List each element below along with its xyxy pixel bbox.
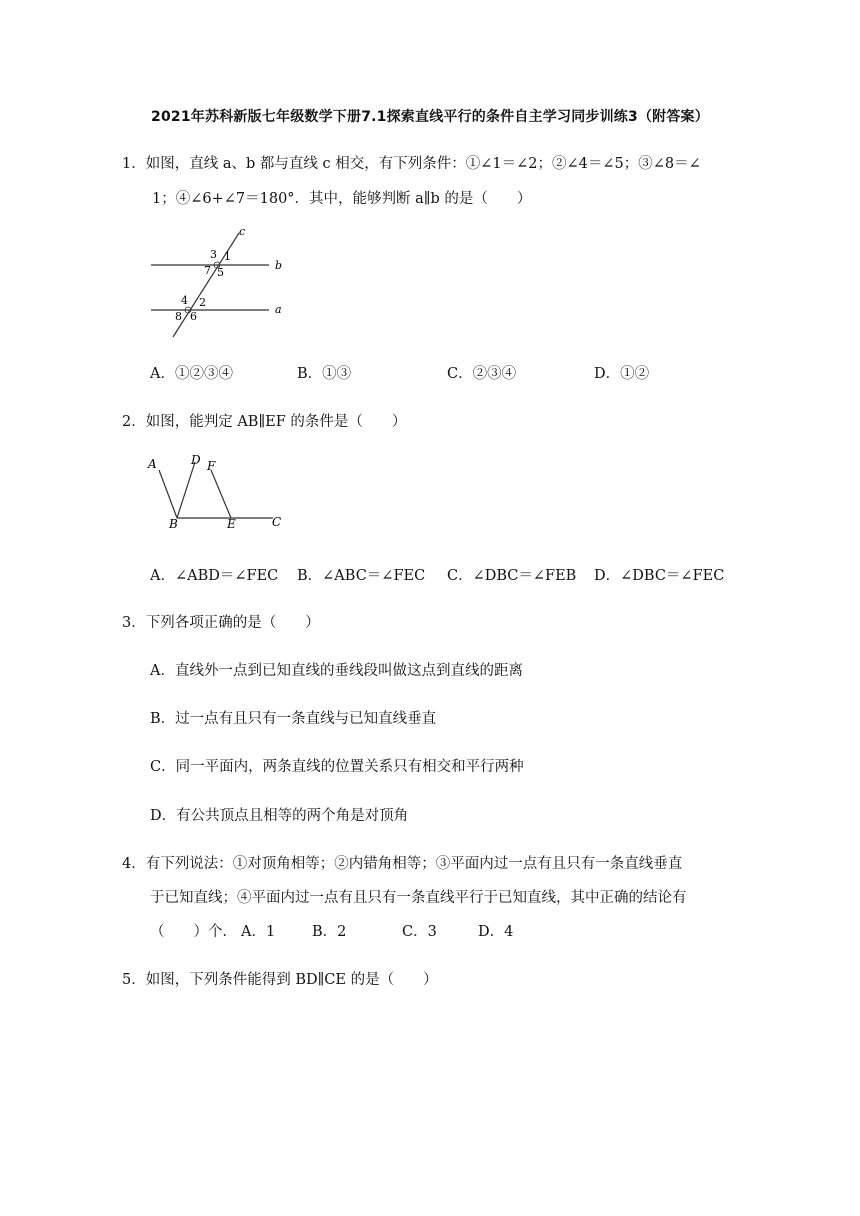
- q2-option-a[interactable]: A．∠ABD＝∠FEC: [150, 568, 279, 584]
- q2-option-c[interactable]: C．∠DBC＝∠FEB: [447, 568, 577, 584]
- q3-stem: 3．下列各项正确的是（ ）: [122, 615, 320, 631]
- label-A: A: [148, 457, 157, 471]
- q2-stem: 2．如图，能判定 AB∥EF 的条件是（ ）: [122, 414, 407, 430]
- q2-option-d[interactable]: D．∠DBC＝∠FEC: [594, 568, 725, 584]
- label-B: B: [169, 517, 178, 531]
- label-5: 5: [217, 266, 224, 279]
- label-c: c: [239, 225, 246, 238]
- line-c: [173, 233, 239, 337]
- q3-option-a[interactable]: A．直线外一点到已知直线的垂线段叫做这点到直线的距离: [150, 663, 523, 679]
- label-b: b: [275, 259, 283, 272]
- q1-option-a[interactable]: A．①②③④: [150, 366, 233, 382]
- q1-figure: [145, 225, 295, 343]
- q2-option-b[interactable]: B．∠ABC＝∠FEC: [297, 568, 426, 584]
- segment-ef: [211, 470, 231, 518]
- q3-option-d[interactable]: D．有公共顶点且相等的两个角是对顶角: [150, 808, 409, 824]
- q1-stem-line2: 1；④∠6+∠7＝180°．其中，能够判断 a∥b 的是（ ）: [152, 191, 532, 207]
- q3-option-c[interactable]: C．同一平面内，两条直线的位置关系只有相交和平行两种: [150, 759, 524, 775]
- q1-stem-line1: 1．如图，直线 a、b 都与直线 c 相交，有下列条件：①∠1＝∠2；②∠4＝∠5；③∠8＝∠: [122, 156, 701, 172]
- q2-figure: [145, 452, 290, 532]
- q5-stem: 5．如图，下列条件能得到 BD∥CE 的是（ ）: [122, 972, 438, 988]
- q4-stem-line3: （ ）个．: [150, 924, 237, 940]
- document-title: 2021年苏科新版七年级数学下册7.1探索直线平行的条件自主学习同步训练3（附答案）: [151, 109, 709, 125]
- label-D: D: [191, 453, 201, 467]
- segment-ab: [159, 470, 177, 518]
- q4-stem-line1: 4．有下列说法：①对顶角相等；②内错角相等；③平面内过一点有且只有一条直线垂直: [122, 856, 683, 872]
- label-F: F: [207, 459, 216, 473]
- q1-option-c[interactable]: C．②③④: [447, 366, 517, 382]
- q4-stem-line2: 于已知直线；④平面内过一点有且只有一条直线平行于已知直线，其中正确的结论有: [150, 890, 687, 906]
- label-E: E: [227, 517, 236, 531]
- label-7: 7: [204, 264, 211, 277]
- label-4: 4: [181, 294, 188, 307]
- label-1: 1: [224, 250, 231, 263]
- q4-option-c[interactable]: C．3: [402, 924, 437, 940]
- q4-option-a[interactable]: A．1: [241, 924, 276, 940]
- label-a: a: [275, 303, 282, 316]
- label-C: C: [272, 515, 282, 529]
- label-2: 2: [199, 296, 206, 309]
- q3-option-b[interactable]: B．过一点有且只有一条直线与已知直线垂直: [150, 711, 437, 727]
- label-8: 8: [175, 310, 182, 323]
- label-6: 6: [190, 310, 197, 323]
- q4-option-b[interactable]: B．2: [312, 924, 347, 940]
- q4-option-d[interactable]: D．4: [478, 924, 514, 940]
- label-3: 3: [210, 248, 217, 261]
- q1-option-b[interactable]: B．①③: [297, 366, 352, 382]
- q1-option-d[interactable]: D．①②: [594, 366, 650, 382]
- segment-bd: [177, 462, 195, 518]
